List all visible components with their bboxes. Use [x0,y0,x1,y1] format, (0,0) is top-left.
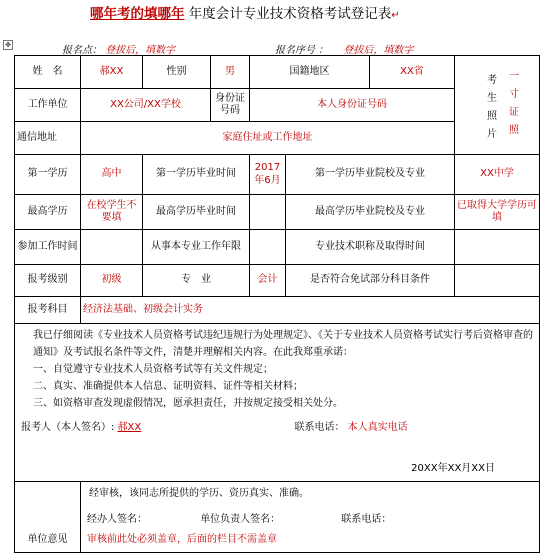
reg-point-label: 报名点： [62,45,102,56]
unit-review-text: 经审核，该同志所提供的学历、资历真实、准确。 [89,488,309,499]
id-value[interactable]: 本人身份证号码 [250,89,455,122]
level-label: 报考级别 [15,265,81,297]
unit-phone-label: 联系电话： [341,514,392,525]
title-value[interactable] [455,230,540,265]
region-value[interactable]: XX省 [370,56,455,89]
declaration-intro: 我已仔细阅读《专业技术人员资格考试违纪违规行为处理规定》、《关于专业技术人员资格考试实行考后资格审查的通知》及考试报名条件等文件，清楚并理解相关内容。在此我郑重承诺： [33,330,533,358]
grad-value[interactable]: 2017年6月 [250,155,286,195]
region-label: 国籍地区 [250,56,370,89]
high-school-value[interactable]: 已取得大学学历可填 [455,195,540,230]
address-label: 通信地址 [15,122,81,155]
sex-label: 性别 [143,56,211,89]
sex-value[interactable]: 男 [211,56,250,89]
school-value[interactable]: XX中学 [455,155,540,195]
photo-label: 考生照片 [484,74,496,146]
high-school-label: 最高学历毕业院校及专业 [286,195,455,230]
work-start-value[interactable] [81,230,143,265]
title-suffix: 年度会计专业技术资格考试登记表 [188,6,392,22]
phone-label: 联系电话： [294,422,345,433]
form-title [90,2,400,22]
reg-seq-value: 登拔后，填数字 [343,45,414,56]
high-edu-label: 最高学历 [15,195,81,230]
declaration-date[interactable]: 20XX年XX月XX日 [411,463,495,474]
signature-label: 报考人（本人签名）: [21,422,115,433]
reg-seq [275,41,413,56]
years-label: 从事本专业工作年限 [143,230,250,265]
reg-seq-label: 报名序号 ： [275,45,329,56]
exempt-label: 是否符合免试部分科目条件 [286,265,455,297]
subjects-label: 报考科目 [15,297,81,324]
edu-value[interactable]: 高中 [81,155,143,195]
photo-box[interactable] [455,56,540,155]
reg-point [62,41,175,56]
grad-label: 第一学历毕业时间 [143,155,250,195]
employer-label: 工作单位 [15,89,81,122]
declaration-item-1: 一、自觉遵守专业技术人员资格考试等有关文件规定； [33,364,273,375]
major-label: 专 业 [143,265,250,297]
signature-value[interactable]: 郝XX [117,422,142,433]
edu-label: 第一学历 [15,155,81,195]
major-value[interactable]: 会计 [250,265,286,297]
photo-hint: 一寸证照 [506,70,518,142]
level-value[interactable]: 初级 [81,265,143,297]
handler-label: 经办人签名： [87,514,147,525]
phone-value[interactable]: 本人真实电话 [347,422,408,433]
high-grad-label: 最高学历毕业时间 [143,195,250,230]
declaration-item-3: 三、如资格审查发现虚假情况，愿承担责任，并按规定接受相关处分。 [33,398,343,409]
declaration-cell [15,324,540,482]
title-year-fill: 哪年考的填哪年 [90,6,185,22]
unit-opinion-label: 单位意见 [15,482,81,553]
registration-table [14,55,540,553]
name-label: 姓 名 [15,56,81,89]
unit-opinion-cell[interactable] [81,482,540,553]
name-value[interactable]: 郝XX [81,56,143,89]
address-value[interactable]: 家庭住址或工作地址 [81,122,455,155]
school-label: 第一学历毕业院校及专业 [286,155,455,195]
leader-label: 单位负责人签名： [200,514,281,525]
title-label: 专业技术职称及取得时间 [286,230,455,265]
exempt-value[interactable] [455,265,540,297]
paragraph-mark: ↵ [391,10,400,21]
high-grad-value[interactable] [250,195,286,230]
employer-value[interactable]: XX公司/XX学校 [81,89,211,122]
high-edu-value[interactable]: 在校学生不要填 [81,195,143,230]
table-move-handle-icon[interactable]: ✥ [3,40,13,50]
id-label: 身份证号码 [211,89,250,122]
work-start-label: 参加工作时间 [15,230,81,265]
years-value[interactable] [250,230,286,265]
reg-point-value: 登拔后，填数字 [105,45,176,56]
unit-stamp-note: 审核前此处必须盖章，后面的栏目不需盖章 [87,534,277,545]
declaration-item-2: 二、真实、准确提供本人信息、证明资料、证件等相关材料； [33,381,303,392]
subjects-value[interactable]: 经济法基础、初级会计实务 [81,297,540,324]
